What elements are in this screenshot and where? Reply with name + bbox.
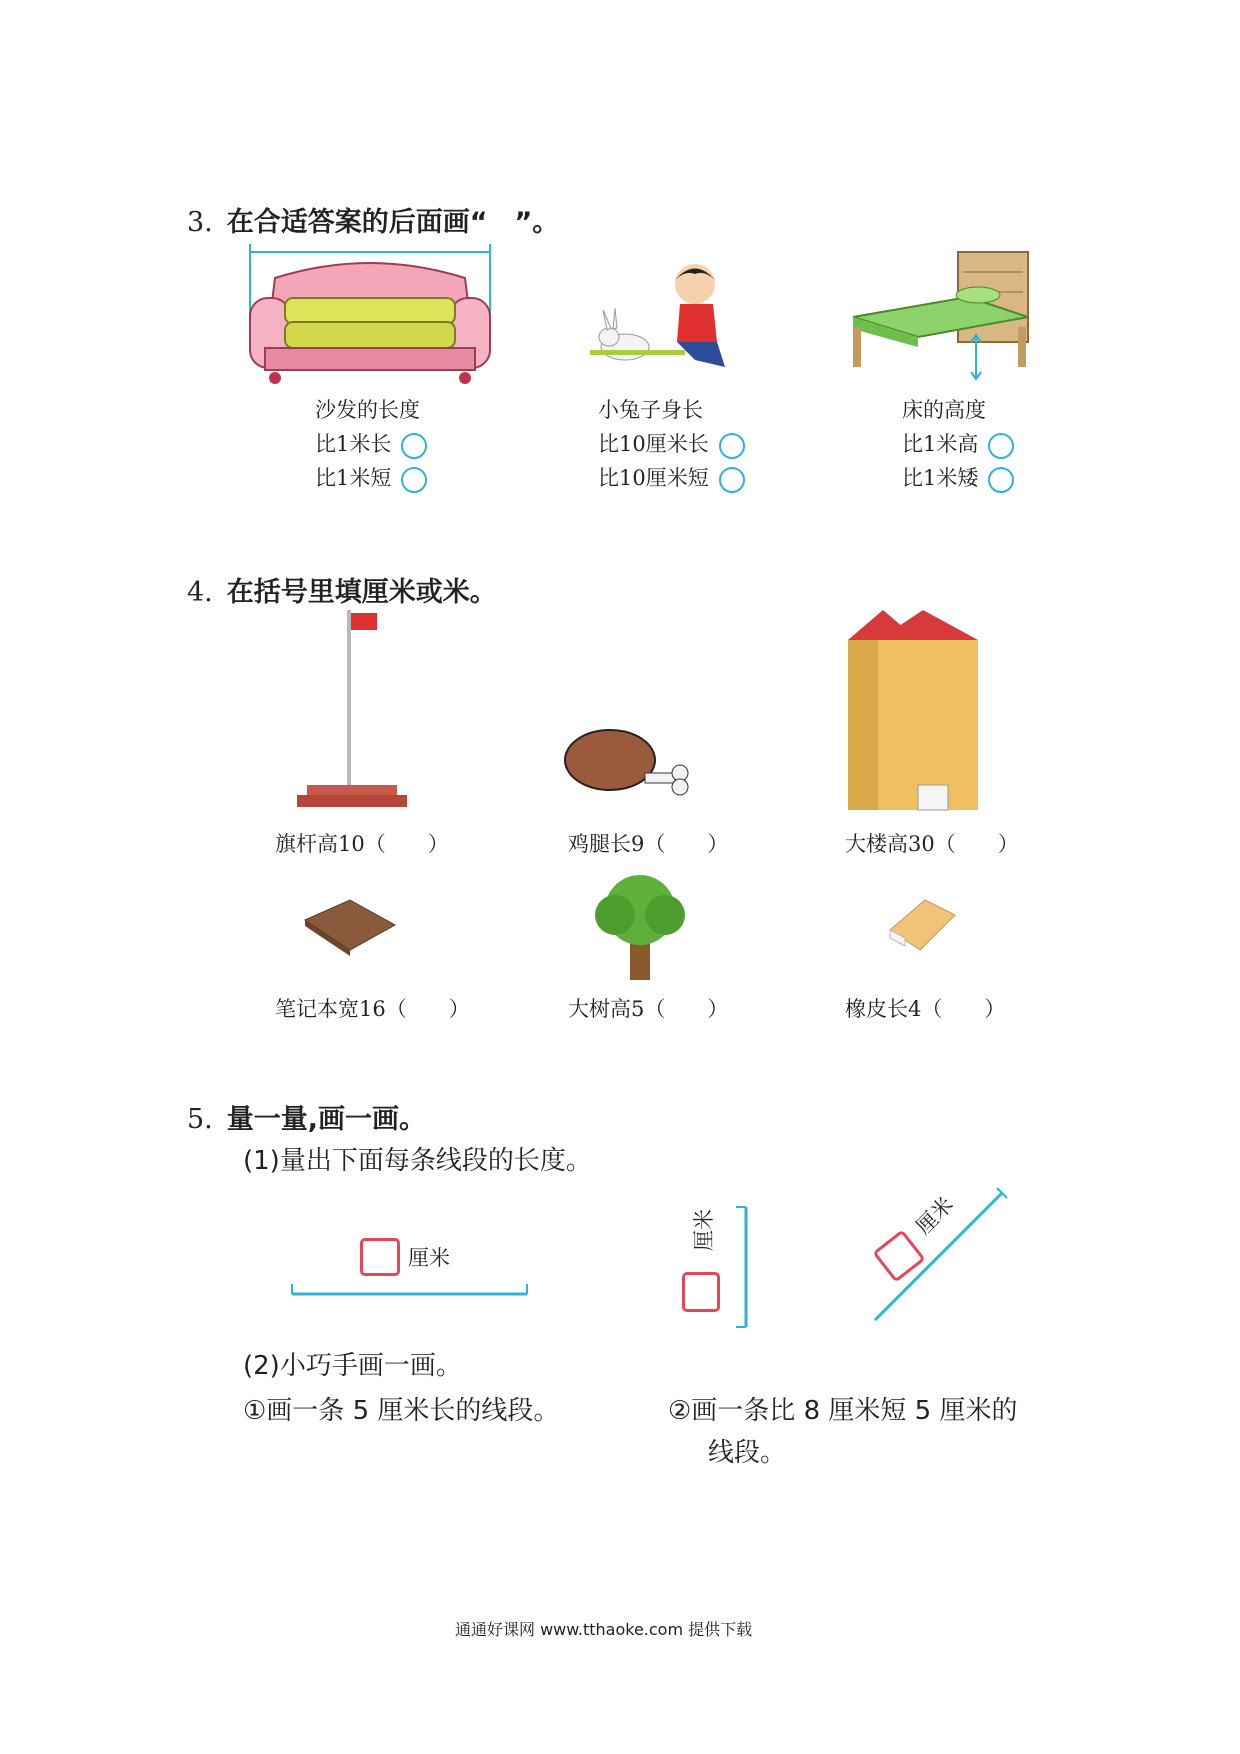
rabbit-option-shorter[interactable] (598, 462, 745, 493)
building-height-label: 大楼高30（ ） (845, 832, 1019, 856)
sofa-option-longer-text: 比1米长 (315, 432, 392, 456)
sofa-option-longer[interactable] (315, 428, 427, 459)
unit-label-vertical: 厘米 (692, 1209, 716, 1251)
sofa-option-shorter-text: 比1米短 (315, 466, 392, 490)
notebook-illustration (300, 890, 400, 960)
rabbit-option-longer[interactable] (598, 428, 745, 459)
bed-illustration (848, 247, 1038, 387)
q5-instruction: 量一量,画一画。 (226, 1104, 427, 1135)
segment-diagonal (870, 1185, 1010, 1325)
tree-illustration (585, 870, 695, 985)
notebook-width-label: 笔记本宽16（ ） (275, 997, 470, 1021)
drumstick-length-label: 鸡腿长9（ ） (568, 832, 729, 856)
tree-height-label: 大树高5（ ） (568, 997, 729, 1021)
answer-box-vertical[interactable] (682, 1272, 720, 1312)
q3-number: 3. (187, 207, 213, 238)
eraser-length-label: 橡皮长4（ ） (845, 997, 1006, 1021)
q5-part2: (2)小巧手画一画。 (243, 1351, 462, 1381)
q5-task2-line2: 线段。 (708, 1438, 787, 1468)
bed-option-shorter-text: 比1米矮 (902, 466, 979, 490)
bed-option-taller-text: 比1米高 (902, 432, 979, 456)
q4-instruction: 在括号里填厘米或米。 (226, 577, 497, 608)
q5-part1: (1)量出下面每条线段的长度。 (243, 1146, 592, 1176)
q5-task1: ①画一条 5 厘米长的线段。 (243, 1396, 560, 1426)
answer-box-horizontal[interactable] (360, 1238, 400, 1276)
drumstick-illustration (560, 725, 700, 810)
q4-number: 4. (187, 577, 213, 608)
bed-option-taller[interactable] (902, 428, 1014, 459)
q4-title (187, 570, 497, 609)
bed-height-label: 床的高度 (902, 398, 986, 422)
answer-circle[interactable] (401, 467, 427, 493)
q3-title (187, 200, 559, 239)
building-illustration (843, 605, 983, 815)
q5-title (187, 1097, 426, 1136)
rabbit-option-shorter-text: 比10厘米短 (598, 466, 709, 490)
boy-rabbit-illustration (585, 262, 735, 382)
answer-circle[interactable] (988, 433, 1014, 459)
segment-vertical (734, 1205, 754, 1330)
q5-task2-line1: ②画一条比 8 厘米短 5 厘米的 (668, 1396, 1018, 1426)
answer-circle[interactable] (719, 433, 745, 459)
sofa-illustration (245, 238, 495, 388)
footer-credit: 通通好课网 www.tthaoke.com 提供下载 (455, 1620, 753, 1639)
bed-option-shorter[interactable] (902, 462, 1014, 493)
rabbit-length-label: 小兔子身长 (598, 398, 703, 422)
q3-instruction: 在合适答案的后面画“ ”。 (226, 207, 560, 238)
q5-number: 5. (187, 1104, 213, 1135)
sofa-option-shorter[interactable] (315, 462, 427, 493)
sofa-length-label: 沙发的长度 (315, 398, 420, 422)
unit-label-horizontal: 厘米 (408, 1246, 450, 1270)
flagpole-illustration (292, 605, 412, 815)
answer-circle[interactable] (719, 467, 745, 493)
segment-horizontal (290, 1282, 530, 1298)
flagpole-height-label: 旗杆高10（ ） (275, 832, 449, 856)
eraser-illustration (880, 890, 960, 960)
answer-circle[interactable] (401, 433, 427, 459)
answer-circle[interactable] (988, 467, 1014, 493)
unit-label-diagonal: 厘米 (911, 1192, 959, 1240)
rabbit-option-longer-text: 比10厘米长 (598, 432, 709, 456)
